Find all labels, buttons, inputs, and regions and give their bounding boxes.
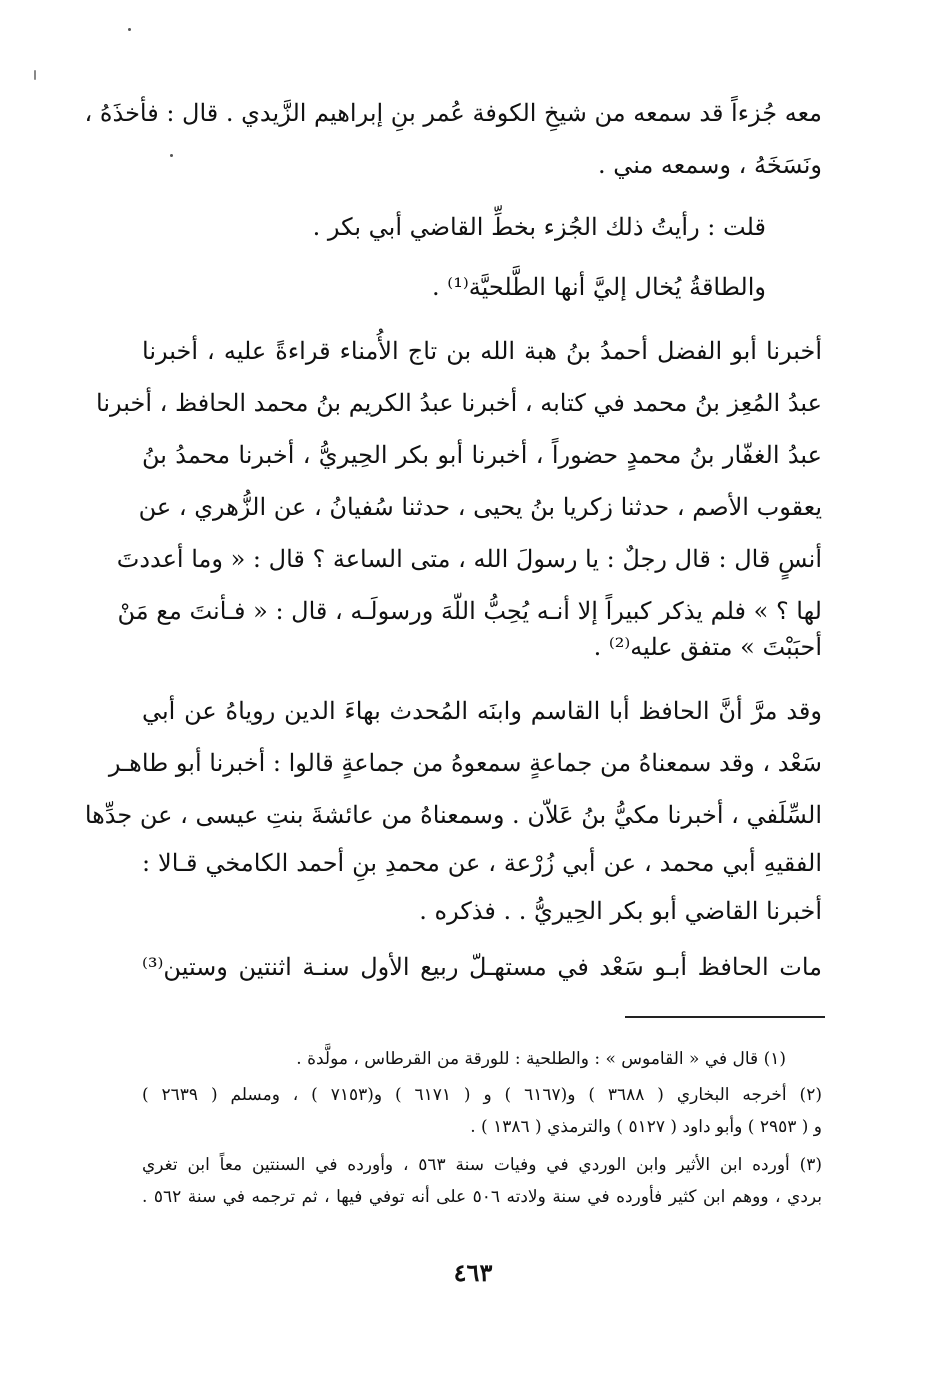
body-line-13: سَعْد ، وقد سمعناهُ من جماعةٍ سمعوهُ من جماعةٍ قالوا : أخبرنا أبو طاهـر bbox=[108, 749, 822, 777]
footnote-3-line-2: بردي ، ووهم ابن كثير فأورده في سنة ولادته ٥٠٦ على أنه توفي فيها ، ثم ترجمه في سنة ٥٦٢ . bbox=[142, 1187, 822, 1207]
body-line-6: عبدُ المُعِز بنُ محمد في كتابه ، أخبرنا عبدُ الكريم بنُ محمد الحافظ ، أخبرنا bbox=[96, 389, 822, 417]
body-line-17: مات الحافظ أبـو سَعْد في مستهـلّ ربيع الأول سنـة اثنتين وستين⁽³⁾ bbox=[142, 953, 822, 981]
footnote-2-line-1: (٢) أخرجه البخاري ( ٣٦٨٨ ) و(٦١٦٧ ) و ( ٦١٧١ ) و(٧١٥٣ ) ، ومسلم ( ٢٦٣٩ ) bbox=[142, 1085, 822, 1105]
body-line-10: لها ؟ » فلم يذكر كبيراً إلا أنـه يُحِبُّ اللّهَ ورسولَـه ، قال : « فـأنتَ مع مَنْ bbox=[117, 597, 822, 625]
scan-speck bbox=[170, 154, 173, 157]
body-line-8: يعقوب الأصم ، حدثنا زكريا بنُ يحيى ، حدثنا سُفيانُ ، عن الزُّهري ، عن bbox=[138, 493, 822, 521]
body-line-16: أخبرنا القاضي أبو بكر الحِيريُّ . . فذكره . bbox=[419, 897, 822, 925]
body-line-4: والطاقةُ يُخال إليَّ أنها الطَّلحيَّة⁽¹⁾ . bbox=[432, 273, 766, 301]
footnote-2-line-2: و ( ٢٩٥٣ ) وأبو داود ( ٥١٢٧ ) والترمذي ( ١٣٨٦ ) . bbox=[470, 1117, 822, 1137]
footnote-1: (١) قال في « القاموس » : والطلحية : للورقة من القرطاس ، مولَّدة . bbox=[296, 1049, 786, 1069]
scan-speck bbox=[128, 28, 131, 31]
body-line-2: ونَسَخَهُ ، وسمعه مني . bbox=[597, 151, 822, 179]
body-line-15: الفقيهِ أبي محمد ، عن أبي زُرْعة ، عن محمدِ بنِ أحمد الكامخي قـالا : bbox=[142, 849, 822, 877]
body-line-1: معه جُزءاً قد سمعه من شيخِ الكوفة عُمر بنِ إبراهيم الزَّيدي . قال : فأخذَهُ ، bbox=[84, 99, 822, 127]
scan-speck bbox=[34, 70, 36, 80]
page-number: ٤٦٣ bbox=[453, 1258, 493, 1287]
body-line-3: قلت : رأيتُ ذلك الجُزء بخطِّ القاضي أبي بكر . bbox=[312, 213, 766, 241]
body-line-12: وقد مرَّ أنَّ الحافظ أبا القاسم وابنَه المُحدث بهاءَ الدين روياهُ عن أبي bbox=[142, 697, 822, 725]
footnote-3-line-1: (٣) أورده ابن الأثير وابن الوردي في وفيات سنة ٥٦٣ ، وأورده في السنتين معاً ابن تغري bbox=[142, 1155, 822, 1175]
footnote-separator bbox=[625, 1016, 825, 1018]
body-line-5: أخبرنا أبو الفضل أحمدُ بنُ هبة الله بن تاج الأُمناء قراءةً عليه ، أخبرنا bbox=[142, 337, 822, 365]
body-line-14: السِّلَفي ، أخبرنا مكيُّ بنُ عَلاّن . وسمعناهُ من عائشةَ بنتِ عيسى ، عن جدِّها bbox=[84, 801, 822, 829]
body-line-11: أحبَبْتَ » متفق عليه⁽²⁾ . bbox=[593, 633, 822, 661]
body-line-9: أنسٍ قال : قال رجلٌ : يا رسولَ الله ، متى الساعة ؟ قال : « وما أعددتَ bbox=[116, 545, 822, 573]
body-line-7: عبدُ الغفّار بنُ محمدٍ حضوراً ، أخبرنا أبو بكر الحِيريُّ ، أخبرنا محمدُ بنُ bbox=[142, 441, 822, 469]
